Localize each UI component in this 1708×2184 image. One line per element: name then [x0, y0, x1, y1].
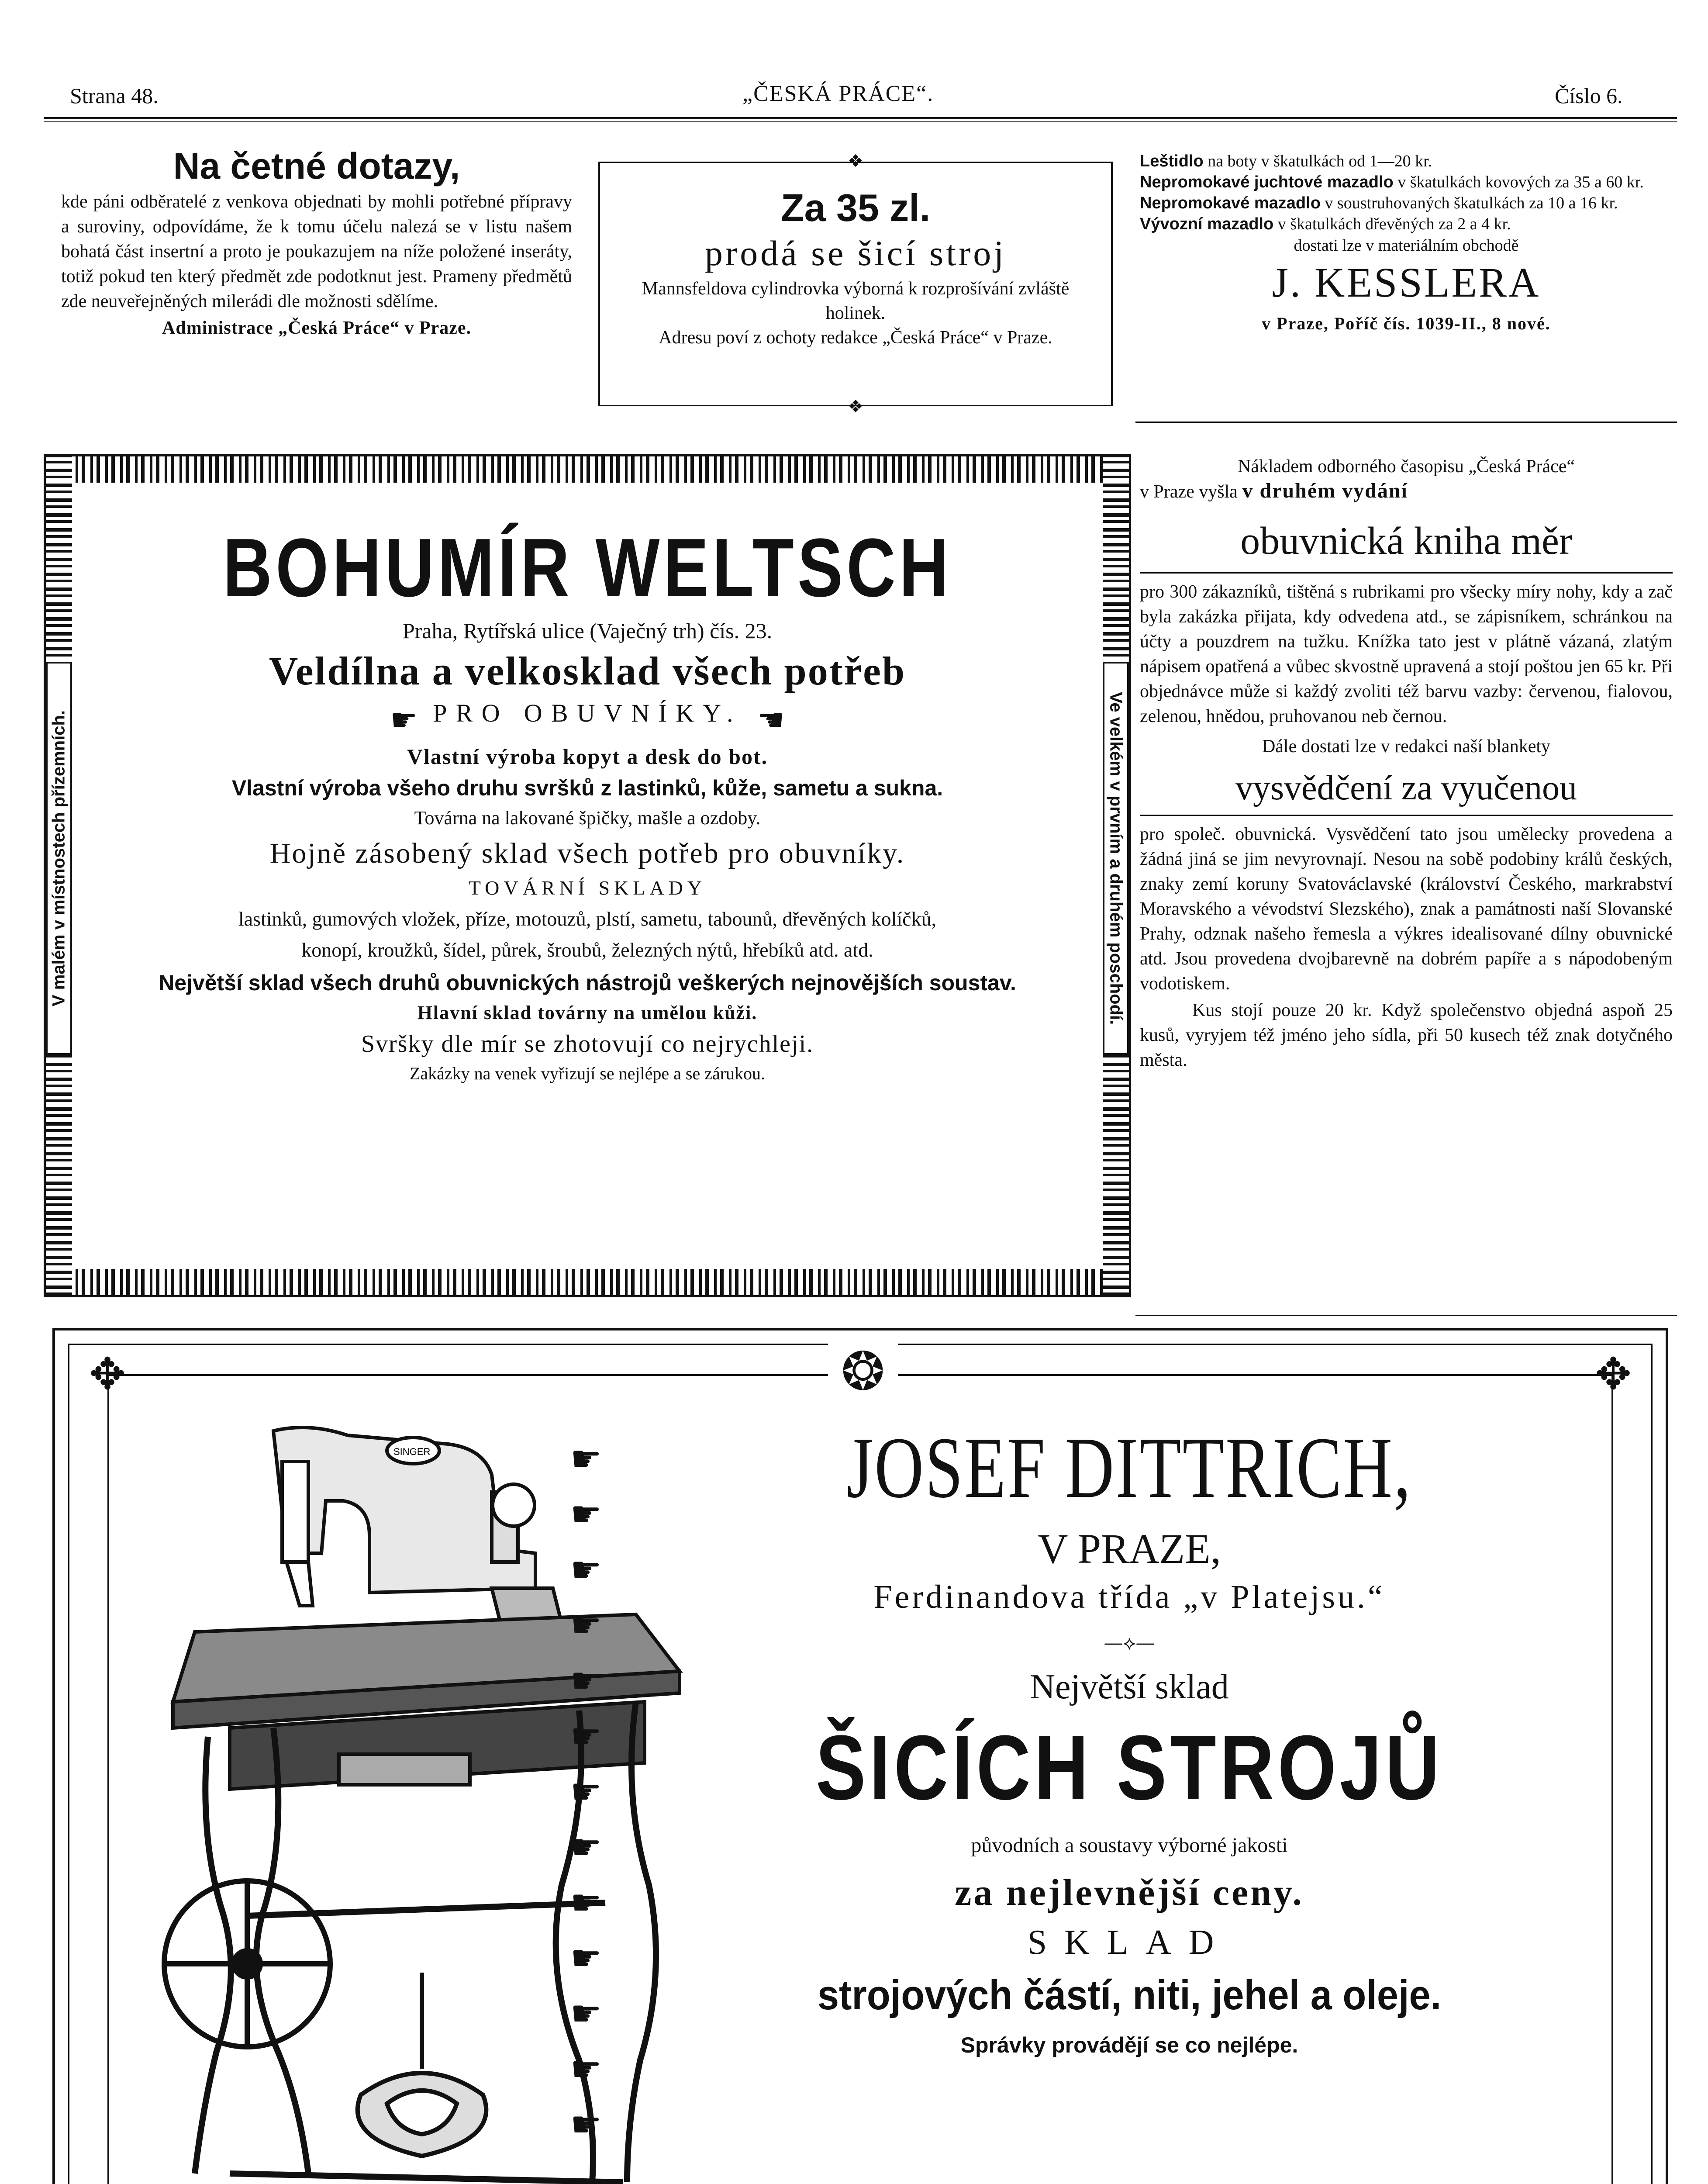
pointing-hands-column — [570, 1431, 631, 2152]
weltsch-items1: lastinků, gumových vložek, příze, motouzů, plstí, sametu, tabounů, dřevěných kolíčků, — [238, 907, 937, 930]
header-rule — [44, 117, 1677, 119]
kessler-product-list — [1140, 151, 1673, 235]
book-title: obuvnická kniha měr — [1240, 519, 1572, 563]
dittrich-product: ŠICÍCH STROJŮ — [815, 1716, 1443, 1819]
pointing-hand-icon: ☛ — [570, 1771, 602, 1812]
weltsch-orders: Zakázky na venek vyřizují se nejlépe a se zárukou. — [409, 1063, 766, 1083]
pointing-hand-icon: ☛ — [390, 702, 418, 738]
kessler-name: J. KESSLERA — [1272, 259, 1541, 306]
dittrich-ad-frame — [52, 1328, 1668, 2184]
book-title2: vysvědčení za vyučenou — [1235, 769, 1577, 807]
kessler-product-line: Vývozní mazadlo v škatulkách dřevěných za 2 a 4 kr. — [1140, 215, 1511, 233]
divider-ornament: —⟡— — [1104, 1632, 1155, 1654]
weltsch-largest: Největší sklad všech druhů obuvnických nástrojů veškerých nejnovějších soustav. — [159, 970, 1016, 995]
pointing-hand-icon: ☛ — [570, 1938, 602, 1978]
weltsch-workshop: Veldílna a velkosklad všech potřeb — [269, 649, 906, 693]
notice-heading: Na četné dotazy, — [173, 145, 460, 187]
notice-signature: Administrace „Česká Práce“ v Praze. — [162, 318, 471, 338]
kessler-product-line: Nepromokavé mazadlo v soustruhovaných škatulkách za 10 a 16 kr. — [1140, 194, 1618, 212]
pointing-hand-icon: ☛ — [570, 1993, 602, 2034]
sewing-ad-address: Adresu poví z ochoty redakce „Česká Práce“ v Praze. — [659, 328, 1052, 348]
corner-ornament-icon: ✥ — [89, 1348, 126, 1400]
weltsch-name: BOHUMÍR WELTSCH — [223, 522, 952, 614]
page-number: Strana 48. — [70, 83, 159, 108]
dittrich-largest: Největší sklad — [1030, 1668, 1229, 1706]
book-intro2: v Praze vyšla v druhém vydání — [1140, 479, 1408, 502]
center-ornament-icon: ❂ — [828, 1344, 898, 1400]
weltsch-for-line — [85, 698, 1090, 738]
side-label-left: V malém v místnostech přízemních. — [46, 662, 72, 1055]
ornament-bottom: ❖ — [848, 397, 863, 417]
book-blanks: Dále dostati lze v redakci naší blankety — [1262, 736, 1551, 757]
notice-body: kde páni odběratelé z venkova objednati by mohli potřebné přípravy a suroviny, odpovídáme, že k tomu účelu nalezá se v listu našem bohatá část insertní a proto je poukazujem na níže položené inseráty, totiž pokud ten který předmět zde podotknut jest. Prameny předmětů zde neuveřejněných milerádi dle možnosti sdělíme. — [61, 192, 572, 311]
newspaper-title: „ČESKÁ PRÁCE“. — [742, 81, 934, 106]
dittrich-parts: strojových částí, niti, jehel a oleje. — [817, 1972, 1442, 2018]
top-section-rule — [1135, 422, 1677, 423]
sewing-ad-headline: prodá se šicí stroj — [704, 233, 1007, 273]
pointing-hand-icon: ☛ — [570, 1827, 602, 1867]
machine-brand-label: SINGER — [393, 1446, 431, 1457]
weltsch-own1: Vlastní výroba kopyt a desk do bot. — [407, 744, 768, 769]
middle-section-rule — [1135, 1315, 1677, 1316]
weltsch-factory-stores: TOVÁRNÍ SKLADY — [468, 876, 707, 899]
dittrich-store: SKLAD — [1027, 1923, 1232, 1962]
weltsch-ad-frame — [44, 454, 1131, 1297]
pointing-hand-icon: ☛ — [570, 1716, 602, 1756]
weltsch-address: Praha, Rytířská ulice (Vaječný trh) čís. 23. — [402, 619, 773, 643]
issue-number: Číslo 6. — [1555, 83, 1623, 108]
book-body3: Kus stojí pouze 20 kr. Když společenstvo objedná aspoň 25 kusů, vyryjem též jméno jeho sídla, při 50 kusech též znak dotyčného města. — [1140, 1000, 1673, 1070]
sewing-ad-price: Za 35 zl. — [780, 186, 931, 229]
kessler-obtain: dostati lze v materiálním obchodě — [1294, 236, 1519, 255]
kessler-product-line: Leštidlo na boty v škatulkách od 1—20 kr. — [1140, 152, 1432, 170]
pointing-hand-icon: ☛ — [570, 1660, 602, 1701]
notice-box — [61, 144, 572, 415]
book-intro1: Nákladem odborného časopisu „Česká Práce“ — [1237, 456, 1575, 477]
pointing-hand-icon: ☚ — [757, 702, 785, 738]
kessler-address: v Praze, Poříč čís. 1039-II., 8 nové. — [1262, 314, 1551, 333]
pointing-hand-icon: ☛ — [570, 1882, 602, 1923]
book-body2: pro společ. obuvnická. Vysvědčení tato jsou umělecky provedena a žádná jiná se jim nevyrovnají. Nesou na sobě podobiny králů českých, znaky zemí koruny Svatováclavské (království Českého, markrabství Moravského a vévodství Slezského), znak a památnosti naší Slovanské Prahy, odznak našeho řemesla a výkres idealisované dílny obuvnické atd. Jsou provedena dvojbarevně na dobrém papíře a s nápodobeným vodotiskem. — [1140, 824, 1673, 994]
dittrich-city: V PRAZE, — [1038, 1525, 1221, 1572]
side-label-right: Ve velkém v prvním a druhém poschodí. — [1103, 662, 1129, 1055]
weltsch-factory: Továrna na lakované špičky, mašle a ozdoby. — [414, 807, 761, 829]
dittrich-name: JOSEF DITTRICH, — [846, 1420, 1412, 1516]
kessler-ad — [1140, 151, 1673, 334]
sewing-ad-box — [598, 151, 1113, 417]
weltsch-items2: konopí, kroužků, šídel, půrek, šroubů, železných nýtů, hřebíků atd. atd. — [301, 938, 873, 961]
border-top — [46, 456, 1129, 483]
pointing-hand-icon: ☛ — [570, 1549, 602, 1590]
dittrich-repairs: Správky provádějí se co nejlépe. — [960, 2033, 1298, 2057]
pointing-hand-icon: ☛ — [570, 2049, 602, 2089]
book-body: pro 300 zákazníků, tištěná s rubrikami pro všecky míry nohy, kdy a zač byla zakázka přijata, kdy odvedena atd., se zápisníkem, schránkou na účty a pouzdrem na tužku. Knížka tato jest v plátně vázaná, zlatým nápisem opatřená a vůbec skvostně upravená a stojí poštou jen 65 kr. Při objednávce může si každý zvoliti též barvu vazby: červenou, fialovou, zelenou, hnědou, pruhovanou neb černou. — [1140, 582, 1673, 726]
weltsch-stock: Hojně zásobený sklad všech potřeb pro obuvníky. — [269, 837, 905, 869]
pointing-hand-icon: ☛ — [570, 1605, 602, 1645]
sewing-ad-body: Mannsfeldova cylindrovka výborná k rozprošívání zvláště holinek. — [642, 279, 1070, 323]
header-rule-thin — [44, 121, 1677, 122]
pointing-hand-icon: ☛ — [570, 2104, 602, 2145]
corner-ornament-icon: ✥ — [1595, 1348, 1632, 1400]
kessler-product-line: Nepromokavé juchtové mazadlo v škatulkách kovových za 35 a 60 kr. — [1140, 173, 1644, 191]
weltsch-own2: Vlastní výroba všeho druhu svršků z lastinků, kůže, sametu a sukna. — [231, 775, 943, 800]
border-bottom — [46, 1269, 1129, 1295]
pointing-hand-icon: ☛ — [570, 1438, 602, 1479]
book-ad — [1140, 454, 1673, 1073]
dittrich-street: Ferdinandova třída „v Platejsu.“ — [873, 1579, 1385, 1615]
weltsch-uppers: Svršky dle mír se zhotovují co nejrychleji. — [361, 1030, 814, 1057]
weltsch-leather: Hlavní sklad továrny na umělou kůži. — [417, 1002, 758, 1023]
pointing-hand-icon: ☛ — [570, 1494, 602, 1534]
ornament-top: ❖ — [848, 151, 863, 171]
weltsch-for: PRO OBUVNÍKY. — [433, 699, 742, 727]
dittrich-quality: původních a soustavy výborné jakosti — [971, 1834, 1288, 1857]
dittrich-price: za nejlevnější ceny. — [955, 1871, 1304, 1913]
